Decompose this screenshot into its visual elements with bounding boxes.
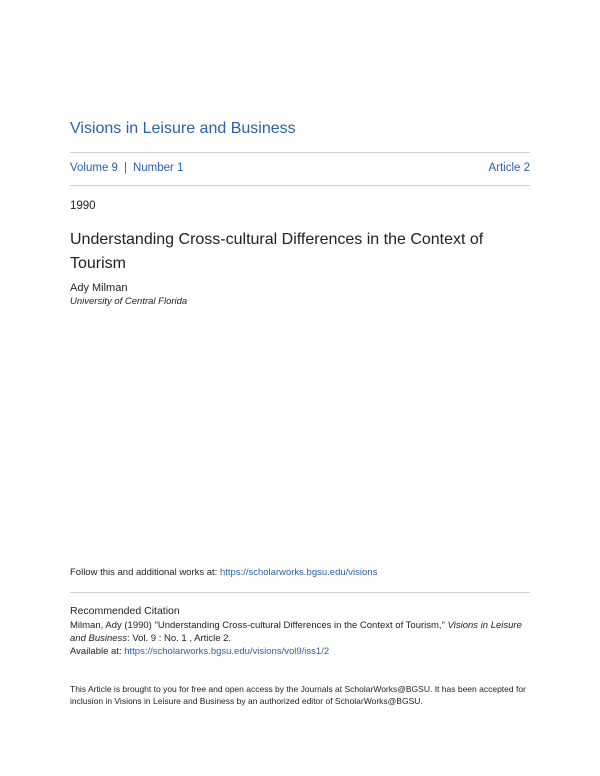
issue-bar — [70, 162, 530, 174]
publication-year: 1990 — [70, 200, 96, 212]
citation-text — [70, 619, 530, 645]
available-line — [70, 646, 329, 657]
number-link[interactable]: Number 1 — [132, 162, 184, 174]
journal-title-link[interactable]: Visions in Leisure and Business — [70, 120, 296, 137]
divider-citation — [70, 592, 530, 593]
article-link[interactable]: Article 2 — [488, 162, 530, 174]
citation-post: : Vol. 9 : No. 1 , Article 2. — [127, 633, 232, 644]
recommended-citation-heading: Recommended Citation — [70, 605, 180, 617]
follow-prefix: Follow this and additional works at: — [70, 567, 220, 578]
volume-link[interactable]: Volume 9 — [70, 162, 118, 174]
article-title: Understanding Cross-cultural Differences in the Context of Tourism — [70, 231, 484, 272]
citation-journal: Visions in Leisure and Business — [70, 620, 522, 644]
citation-pre: Milman, Ady (1990) "Understanding Cross-cultural Differences in the Context of Tourism," — [70, 620, 448, 631]
follow-line — [70, 567, 377, 578]
issue-info — [70, 162, 183, 174]
author-name: Ady Milman — [70, 282, 128, 294]
available-prefix: Available at: — [70, 646, 125, 657]
access-notice: This Article is brought to you for free and open access by the Journals at ScholarWorks@BGSU. It has been accepted for inclusion in Visions in Leisure and Business by an authorized editor of ScholarWorks@BGSU. — [70, 684, 526, 706]
follow-link[interactable]: https://scholarworks.bgsu.edu/visions — [219, 567, 378, 578]
available-link[interactable]: https://scholarworks.bgsu.edu/visions/vol9/iss1/2 — [124, 646, 330, 657]
author-affiliation: University of Central Florida — [70, 296, 188, 307]
divider-issue — [70, 185, 530, 186]
divider-top — [70, 152, 530, 153]
issue-separator: | — [123, 162, 127, 174]
